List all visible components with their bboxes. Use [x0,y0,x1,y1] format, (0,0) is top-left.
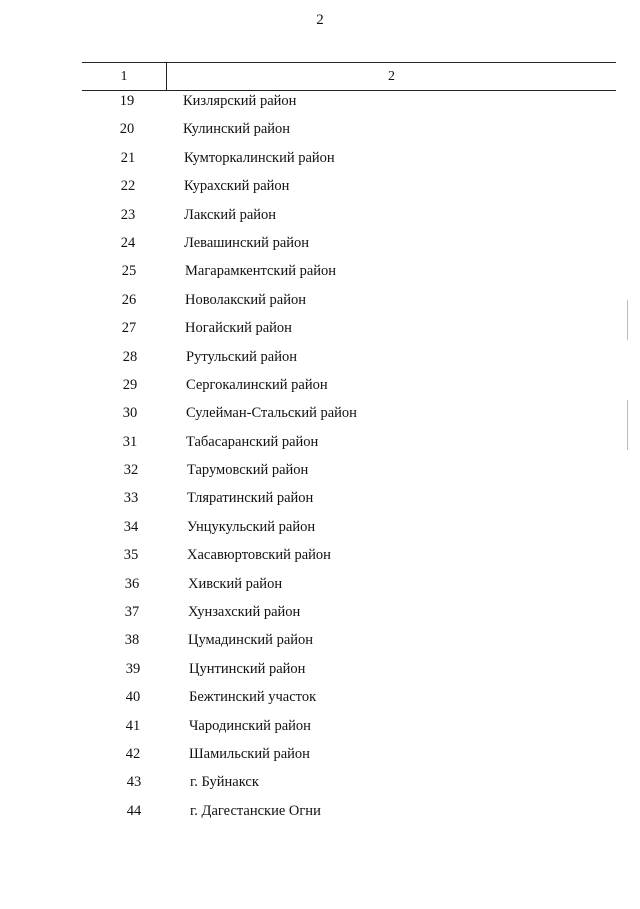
row-number: 28 [122,348,138,365]
table-row [82,207,616,235]
row-district-name: Новолакский район [185,291,306,308]
row-district-name: Кумторкалинский район [184,149,335,166]
row-district-name: г. Буйнакск [190,774,259,791]
table-row [82,519,616,547]
row-district-name: Цунтинский район [189,660,306,677]
table-row [82,93,616,121]
table-row [82,490,616,518]
row-district-name: Тляратинский район [187,490,314,507]
table-row [82,604,616,632]
table-row [82,462,616,490]
table-row [82,576,616,604]
table-row [82,292,616,320]
row-number: 40 [125,689,141,706]
row-number: 22 [120,178,136,195]
table-row [82,178,616,206]
table-row [82,349,616,377]
row-number: 27 [121,320,137,337]
page-number: 2 [316,12,324,28]
row-number: 41 [125,717,141,734]
row-number: 21 [120,149,136,166]
table-row [82,774,616,802]
row-district-name: Курахский район [184,178,290,195]
scan-artifact [627,400,628,450]
row-district-name: Бежтинский участок [189,689,317,706]
row-district-name: Рутульский район [186,348,298,365]
row-district-name: Сергокалинский район [186,376,328,393]
row-district-name: Тарумовский район [187,462,309,479]
row-number: 44 [126,802,142,819]
row-number: 35 [123,547,139,564]
table-row [82,263,616,291]
row-district-name: Унцукульский район [187,518,316,535]
row-number: 26 [121,291,137,308]
row-number: 32 [123,462,139,479]
row-number: 34 [123,518,139,535]
row-number: 42 [125,745,141,762]
header-col-number: 1 [82,63,167,90]
table-row [82,632,616,660]
row-number: 30 [122,405,138,422]
header-col-name: 2 [388,69,395,84]
table-row [82,661,616,689]
scan-artifact [627,300,628,340]
table-row [82,547,616,575]
row-district-name: Ногайский район [185,320,292,337]
row-district-name: Хасавюртовский район [187,547,331,564]
row-district-name: Хивский район [188,575,283,592]
table-row [82,320,616,348]
row-district-name: Шамильский район [189,745,310,762]
row-number: 19 [119,93,135,109]
row-district-name: Левашинский район [184,234,310,251]
districts-table [82,62,616,819]
row-number: 23 [120,206,136,223]
table-row [82,377,616,405]
table-row [82,405,616,433]
row-district-name: Хунзахский район [188,604,301,621]
row-district-name: Сулейман-Стальский район [186,405,357,422]
row-district-name: Чародинский район [189,717,311,734]
row-number: 37 [124,604,140,621]
row-number: 38 [124,632,140,649]
row-district-name: Лакский район [184,206,277,223]
row-district-name: г. Дагестанские Огни [190,802,321,819]
table-row [82,718,616,746]
row-number: 36 [124,575,140,592]
table-row [82,689,616,717]
table-row [82,121,616,149]
row-district-name: Цумадинский район [188,632,314,649]
row-district-name: Кулинский район [183,121,291,138]
row-number: 43 [126,774,142,791]
table-row [82,434,616,462]
row-number: 20 [119,121,135,138]
row-district-name: Табасаранский район [186,433,319,450]
row-district-name: Кизлярский район [183,93,297,109]
row-number: 33 [123,490,139,507]
row-number: 29 [122,376,138,393]
row-number: 31 [122,433,138,450]
row-district-name: Магарамкентский район [185,263,337,280]
row-number: 24 [120,234,136,251]
table-row [82,803,616,831]
row-number: 39 [125,660,141,677]
row-number: 25 [121,263,137,280]
table-row [82,746,616,774]
table-row [82,235,616,263]
table-row [82,150,616,178]
table-body [82,93,616,831]
table-header [82,62,616,91]
